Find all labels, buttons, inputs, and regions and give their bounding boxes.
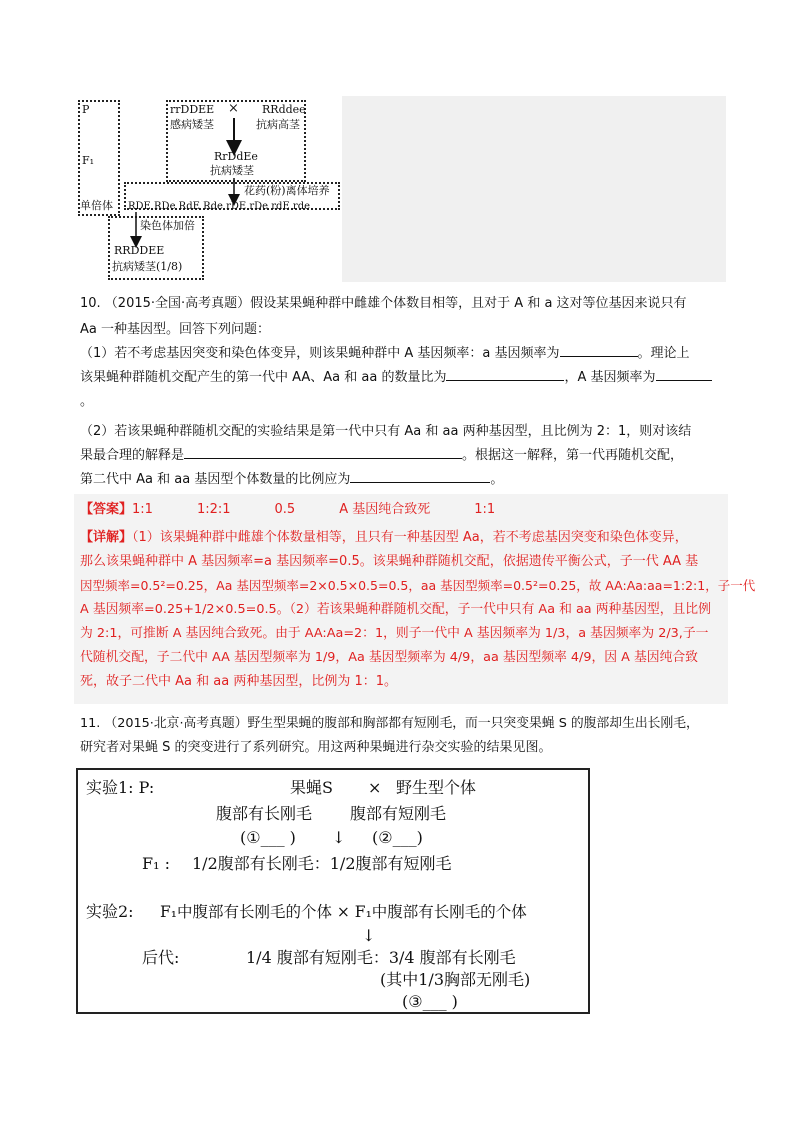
p-label: P <box>82 103 90 116</box>
answer-value-2: 1:2:1 <box>196 502 231 517</box>
q10-intro-line2: Aa 一种基因型。回答下列问题： <box>80 322 270 337</box>
q10-part2-line3 <box>80 468 503 492</box>
answer-value-5: 1:1 <box>474 502 496 517</box>
q10-part2-line1: （2）若该果蝇种群随机交配的实验结果是第一代中只有 Aa 和 aa 两种基因型，且比例为 2：1，则对该结 <box>80 424 692 439</box>
doubling-label: 染色体加倍 <box>140 219 195 232</box>
detail-line-1 <box>80 526 688 550</box>
q11-line2: 研究者对果蝇 S 的突变进行了系列研究。用这两种果蝇进行杂交实验的结果见图。 <box>80 740 552 755</box>
answer-row <box>80 498 495 522</box>
blank-3[interactable]: (③___ ) <box>402 992 458 1011</box>
short-abdomen-label: 腹部有短刚毛 <box>350 804 447 823</box>
detail-text-1: （1）该果蝇种群中雌雄个体数量相等，且只有一种基因型 Aa，若不考虑基因突变和染色体变异， <box>132 530 688 545</box>
offspring-label: 后代: <box>142 948 180 967</box>
long-abdomen-label: 腹部有长刚毛 <box>216 804 313 823</box>
f1-phenotype: 抗病矮茎 <box>210 164 254 177</box>
q10-part1-line2 <box>80 366 712 390</box>
fly-s-label: 果蝇S <box>290 778 333 797</box>
detail-line-3: 因型频率=0.5²=0.25，Aa 基因型频率=2×0.5×0.5=0.5，aa 基因型频率=0.5²=0.25，故 AA:Aa:aa=1:2:1，子一代 <box>80 578 756 593</box>
parent2-genotype: RRddee <box>262 103 306 116</box>
answer-blank-4[interactable] <box>184 444 462 459</box>
f1-label: F₁ <box>82 154 95 167</box>
blank-2[interactable]: (②___) <box>372 828 423 847</box>
gametes-row: RDE RDe RdE Rde rDE rDe rdE rde <box>128 201 311 212</box>
exp2-label: 实验2: <box>86 902 134 921</box>
q10-part2-text-b: 果最合理的解释是 <box>80 448 185 463</box>
f1-genotype: RrDdEe <box>214 150 258 163</box>
q10-part2-text-d: 第二代中 Aa 和 aa 基因型个体数量的比例应为 <box>80 472 351 487</box>
experiment-figure <box>76 768 590 1014</box>
answer-blank-5[interactable] <box>350 468 490 483</box>
answer-block <box>74 494 756 704</box>
exp1-cross-symbol: × <box>368 778 382 797</box>
answer-blank-2[interactable] <box>446 366 564 381</box>
q10-part2-line2 <box>80 444 683 468</box>
parent2-phenotype: 抗病高茎 <box>256 118 300 131</box>
answer-label: 【答案】 <box>80 502 133 517</box>
exp1-arrow: ↓ <box>332 828 346 847</box>
answer-value-4: A 基因纯合致死 <box>339 502 431 517</box>
detail-line-7: 死，故子二代中 Aa 和 aa 两种基因型，比例为 1：1。 <box>80 674 397 689</box>
q11-line1: 11. （2015·北京·高考真题）野生型果蝇的腹部和胸部都有短刚毛，而一只突变果蝇 S 的腹部却生出长刚毛， <box>80 716 699 731</box>
q10-part1-text-b: 。理论上 <box>637 346 690 361</box>
q10-part2-text-c: 。根据这一解释，第一代再随机交配， <box>462 448 684 463</box>
exp1-label: 实验1: P: <box>86 778 155 797</box>
exp2-cross: F₁中腹部有长刚毛的个体 × F₁中腹部有长刚毛的个体 <box>160 903 527 921</box>
detail-line-6: 代随机交配，子二代中 AA 基因型频率为 1/9，Aa 基因型频率为 4/9，aa 基因型频率 4/9，因 A 基因纯合致 <box>80 650 698 665</box>
wild-type-label: 野生型个体 <box>396 778 477 797</box>
haploid-label: 单倍体 <box>80 199 113 212</box>
offspring-result-1: 1/4 腹部有短刚毛：3/4 腹部有长刚毛 <box>246 948 516 967</box>
offspring-result-2: (其中1/3胸部无刚毛) <box>380 970 531 989</box>
parent1-phenotype: 感病矮茎 <box>170 118 214 131</box>
q10-intro-line1: 10. （2015·全国·高考真题）假设某果蝇种群中雌雄个体数目相等，且对于 A 和 a 这对等位基因来说只有 <box>80 296 687 311</box>
answer-blank-3[interactable] <box>656 366 712 381</box>
answer-blank-1[interactable] <box>560 342 638 357</box>
blank-1[interactable]: (①___ ) <box>240 828 296 847</box>
detail-line-5: 为 2:1，可推断 A 基因纯合致死。由于 AA:Aa=2：1，则子一代中 A 基因频率为 1/3，a 基因频率为 2/3,子一 <box>80 626 709 641</box>
answer-value-3: 0.5 <box>274 502 296 517</box>
f1-result-label: F₁ : <box>142 854 170 873</box>
q10-part2-text-e: 。 <box>490 472 504 487</box>
detail-label: 【详解】 <box>80 530 133 545</box>
q10-part1-line1 <box>80 342 690 366</box>
parent1-genotype: rrDDEE <box>170 103 215 116</box>
diagram-arrows <box>78 96 340 282</box>
cross-symbol: × <box>228 101 239 116</box>
answer-value-1: 1:1 <box>132 502 153 517</box>
f1-result: 1/2腹部有长刚毛：1/2腹部有短刚毛 <box>192 854 452 873</box>
image-placeholder <box>342 96 726 282</box>
q10-part1-line3: 。 <box>80 394 94 409</box>
exp2-arrow: ↓ <box>362 926 376 945</box>
q10-part1-text-d: ，A 基因频率为 <box>564 370 656 385</box>
culture-label: 花药(粉)离体培养 <box>244 184 330 197</box>
final-phenotype: 抗病矮茎(1/8) <box>112 260 183 273</box>
q10-part1-text-a: （1）若不考虑基因突变和染色体变异，则该果蝇种群中 A 基因频率：a 基因频率为 <box>80 346 560 361</box>
breeding-diagram <box>78 96 340 282</box>
detail-line-4: A 基因频率=0.25+1/2×0.5=0.5。（2）若该果蝇种群随机交配，子一代中只有 Aa 和 aa 两种基因型，且比例 <box>80 602 711 617</box>
final-genotype: RRDDEE <box>114 244 165 257</box>
q10-part1-text-c: 该果蝇种群随机交配产生的第一代中 AA、Aa 和 aa 的数量比为 <box>80 370 447 385</box>
detail-line-2: 那么该果蝇种群中 A 基因频率=a 基因频率=0.5。该果蝇种群随机交配，依据遗传平衡公式，子一代 AA 基 <box>80 554 699 569</box>
